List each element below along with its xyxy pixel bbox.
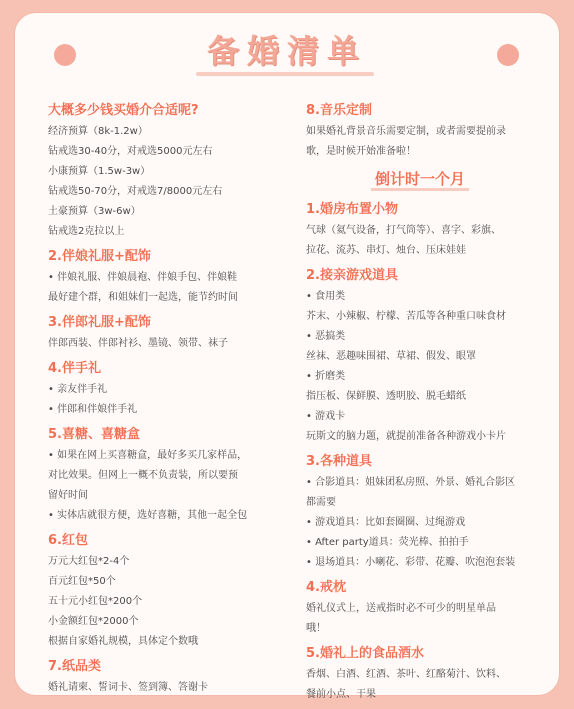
section-line: 经济预算（8k-1.2w） xyxy=(48,126,148,137)
section-line: 婚礼请柬、誓词卡、签到簿、答谢卡 xyxy=(48,682,208,693)
section-line: • 恶搞类 xyxy=(306,331,346,342)
section-line: 留好时间 xyxy=(48,490,88,501)
section-line: 歌，是时候开始准备啦！ xyxy=(306,146,416,157)
countdown-banner-text: 倒计时一个月 xyxy=(371,170,469,191)
section-heading: 3.各种道具 xyxy=(306,454,372,469)
section-heading: 7.纸品类 xyxy=(48,659,101,674)
section-line: • 折磨类 xyxy=(306,371,346,382)
section-line: • 退场道具：小喇花、彩带、花瓣、吹泡泡套装 xyxy=(306,557,516,568)
right-column xyxy=(306,96,534,705)
section-line: 土豪预算（3w-6w） xyxy=(48,206,141,217)
section-line: 万元大红包*2-4个 xyxy=(48,556,130,567)
page-title: 备婚清单 xyxy=(206,32,367,70)
section-heading: 2.伴娘礼服+配饰 xyxy=(48,249,151,264)
section-line: • 游戏道具：比如套圈圈、过绳游戏 xyxy=(306,517,466,528)
section-heading: 4.戒枕 xyxy=(306,580,346,595)
section-heading: 大概多少钱买婚介合适呢? xyxy=(48,103,199,118)
section-line: • 伴娘礼服、伴娘晨袍、伴娘手包、伴娘鞋 xyxy=(48,272,238,283)
section-line: • 实体店就很方便，选好喜糖，其他一起全包 xyxy=(48,510,248,521)
section-line: 根据自家婚礼规模，具体定个数哦 xyxy=(48,636,198,647)
section-line: 香烟、白酒、红酒、茶叶、红酪菊汁、饮料、 xyxy=(306,669,506,680)
section-heading: 5.婚礼上的食品酒水 xyxy=(306,646,424,661)
section-heading: 8.音乐定制 xyxy=(306,103,372,118)
section-heading: 2.接亲游戏道具 xyxy=(306,268,398,283)
section-heading: 1.婚房布置小物 xyxy=(306,202,398,217)
section-heading: 6.红包 xyxy=(48,533,88,548)
section-line: 婚礼仪式上，送戒指时必不可少的明星单品 xyxy=(306,603,496,614)
section-line: 指压板、保鲜膜、透明胶、脱毛蜡纸 xyxy=(306,391,466,402)
section-line: 小金额红包*2000个 xyxy=(48,616,139,627)
section-line: 气球（氦气设备，打气筒等）、喜字、彩旗、 xyxy=(306,225,501,236)
section-line: 最好建个群，和姐妹们一起选，能节约时间 xyxy=(48,292,238,303)
section-line: 丝袜、恶趣味围裙、草裙、假发、眼罩 xyxy=(306,351,476,362)
section-line: 钻戒选50-70分，对戒选7/8000元左右 xyxy=(48,186,223,197)
section-line: 餐前小点、干果 xyxy=(306,689,376,700)
section-line: • 合影道具：姐妹团私房照、外景、婚礼合影区 xyxy=(306,477,516,488)
section-line: 小康预算（1.5w-3w） xyxy=(48,166,151,177)
section-line: 拉花、流苏、串灯、烛台、压床娃娃 xyxy=(306,245,466,256)
section-line: 芥末、小辣椒、柠檬、苦瓜等各种重口味食材 xyxy=(306,311,506,322)
section-heading: 5.喜糖、喜糖盒 xyxy=(48,427,140,442)
section-line: 对比效果。但网上一概不负责装，所以要预 xyxy=(48,470,238,481)
section-line: 如果婚礼背景音乐需要定制，或者需要提前录 xyxy=(306,126,506,137)
section-line: 都需要 xyxy=(306,497,336,508)
section-line: 五十元小红包*200个 xyxy=(48,596,143,607)
section-line: 伴郎西装、伴郎衬衫、墨镜、领带、袜子 xyxy=(48,338,228,349)
section-line: 钻戒选30-40分，对戒选5000元左右 xyxy=(48,146,213,157)
section-line: 玩斯文的脑力题，就提前准备各种游戏小卡片 xyxy=(306,431,506,442)
section-line: • 游戏卡 xyxy=(306,411,346,422)
title-underline xyxy=(196,72,374,76)
section-heading: 4.伴手礼 xyxy=(48,361,101,376)
left-column xyxy=(48,96,284,698)
section-line: 哦！ xyxy=(306,623,326,634)
section-line: • 食用类 xyxy=(306,291,346,302)
section-heading: 3.伴郎礼服+配饰 xyxy=(48,315,151,330)
section-line: • 如果在网上买喜糖盒，最好多买几家样品， xyxy=(48,450,248,461)
section-line: • After party道具：荧光棒、拍拍手 xyxy=(306,537,469,548)
section-line: 钻戒选2克拉以上 xyxy=(48,226,125,237)
section-line: • 伴郎和伴娘伴手礼 xyxy=(48,404,138,415)
countdown-banner xyxy=(306,168,534,189)
section-line: • 亲友伴手礼 xyxy=(48,384,108,395)
section-line: 百元红包*50个 xyxy=(48,576,116,587)
